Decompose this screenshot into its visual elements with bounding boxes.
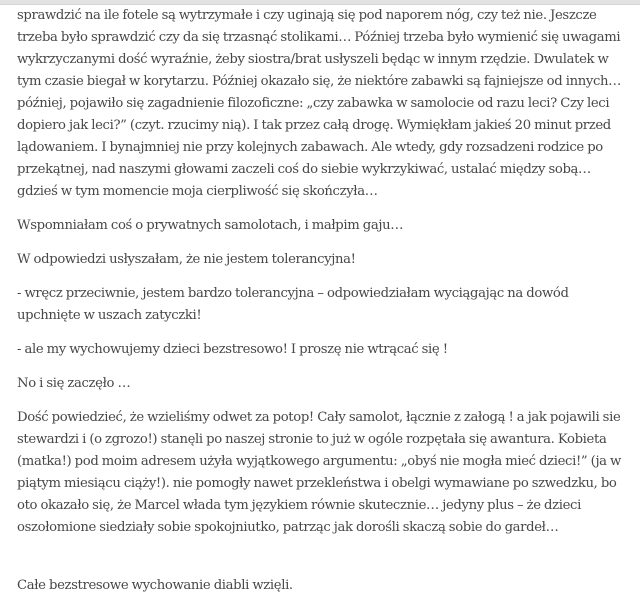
paragraph-not-tolerant: W odpowiedzi usłyszałam, że nie jestem tolerancyjna! [17,252,356,267]
paragraph-private-planes: Wspomniałam coś o prywatnych samolotach, i małpim gaju… [17,218,404,233]
paragraph-conclusion: Całe bezstresowe wychowanie diabli wzięli. [17,578,293,593]
article-body [17,5,632,609]
paragraph-stress-free: - ale my wychowujemy dzieci bezstresowo! I proszę nie wtrącać się ! [17,342,448,357]
paragraph-revenge: Dość powiedzieć, że wzieliśmy odwet za potop! Cały samolot, łącznie z załogą ! a jak pojawili sie stewardzi i (o zgrozo!) stanęli po naszej stronie to już w ogóle rozpętała się awantura. Kobieta (matka!) pod moim adresem użyła wyjątkowego argumentu: „obyś nie mogła mieć dzieci!” (ja w piątym miesiącu ciąży!). nie pomogły nawet przekleństwa i obelgi wymawiane po szwedzku, bo oto okazało się, że Marcel włada tym językiem równie skutecznie… jedyny plus – że dzieci oszołomione siedziały sobie spokojniutko, patrząc jak dorośli skaczą sobie do gardeł… [17,410,621,535]
paragraph-earplugs-reply: - wręcz przeciwnie, jestem bardzo tolerancyjna – odpowiedziałam wyciągając na dowód upchnięte w uszach zatyczki! [17,286,569,323]
paragraph-story-opening: sprawdzić na ile fotele są wytrzymałe i czy uginają się pod naporem nóg, czy też nie. Jeszcze trzeba było sprawdzić czy da się trzasnąć stolikami… Później trzeba było wymienić się uwagami wykrzyczanymi dość wyraźnie, żeby siostra/brat usłyszeli będąc w innym rzędzie. Dwulatek w tym czasie biegał w korytarzu. Później okazało się, że niektóre zabawki są fajniejsze od innych… później, pojawiło się zagadnienie filozoficzne: „czy zabawka w samolocie od razu leci? Czy leci dopiero jak leci?” (czyt. rzucimy nią). I tak przez całą drogę. Wymiękłam jakieś 20 minut przed lądowaniem. I bynajmniej nie przy kolejnych zabawach. Ale wtedy, gdy rozsadzeni rodzice po przekątnej, nad naszymi głowami zaczeli coś do siebie wykrzykiwać, ustalać między sobą… gdzieś w tym momencie moja cierpliwość się skończyła… [17,8,621,199]
paragraph-it-began: No i się zaczęło … [17,376,131,391]
